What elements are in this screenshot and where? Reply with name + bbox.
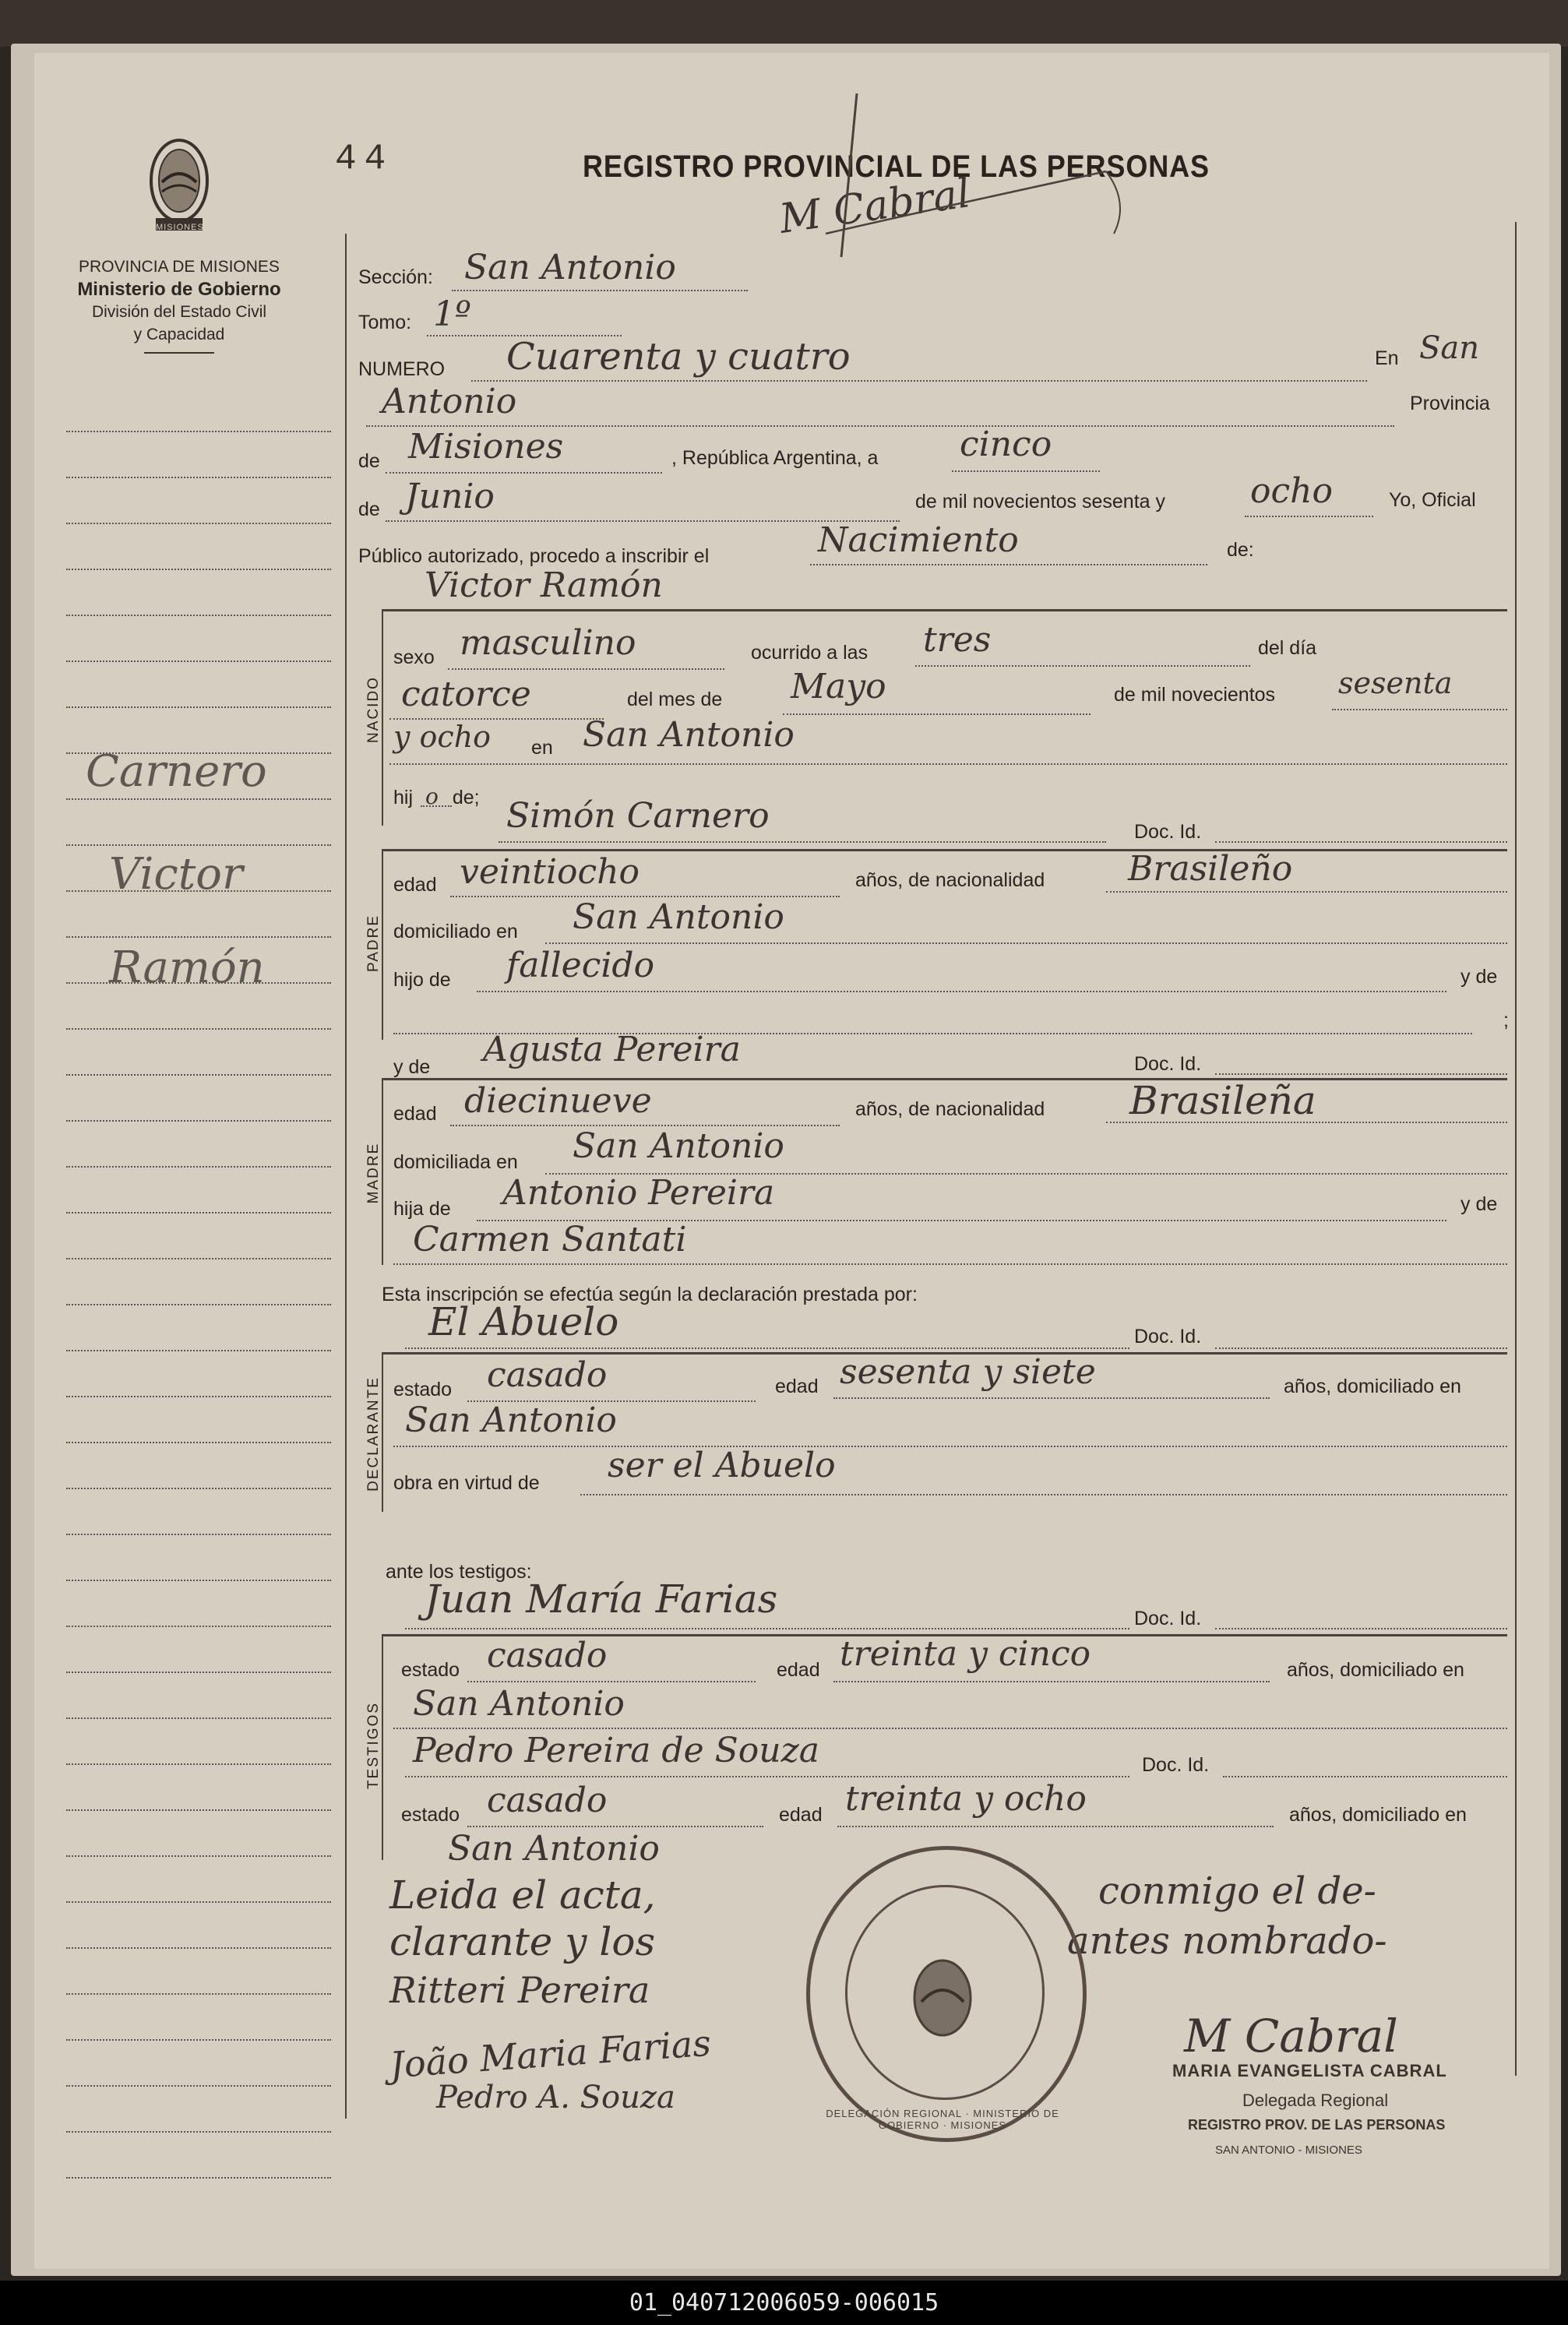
margin-note-surname: Carnero (86, 746, 267, 797)
nacido-section-label: NACIDO (365, 676, 382, 743)
madre-nacionalidad-label: años, de nacionalidad (855, 1098, 1045, 1120)
madre-edad-label: edad (393, 1103, 437, 1125)
form-right-border (1515, 222, 1517, 2076)
hijo-suffix: o (425, 784, 439, 809)
declarante-domicilio-value: San Antonio (405, 1400, 617, 1440)
testigo2-edad-value: treinta y ocho (845, 1779, 1087, 1819)
padre-nacionalidad-label: años, de nacionalidad (855, 869, 1045, 891)
madre-section-label: MADRE (365, 1142, 382, 1204)
officer-place: SAN ANTONIO - MISIONES (1215, 2144, 1362, 2157)
testigo2-estado-value: casado (487, 1781, 608, 1820)
provincia-label: Provincia (1410, 393, 1490, 414)
mes-value: Junio (405, 477, 495, 516)
officer-name: MARIA EVANGELISTA CABRAL (1172, 2061, 1447, 2080)
image-caption: 01_040712006059-006015 (0, 2281, 1568, 2325)
testigo1-domicilio-value: San Antonio (413, 1684, 625, 1724)
mes-nacido-value: Mayo (791, 667, 886, 706)
testigos-intro-label: ante los testigos: (386, 1561, 532, 1583)
padre-hijo-de-value: fallecido (506, 946, 655, 985)
padre-nombre-value: Simón Carnero (506, 796, 770, 836)
seccion-value: San Antonio (464, 248, 676, 287)
declarante-estado-value: casado (487, 1355, 608, 1395)
officer-office: REGISTRO PROV. DE LAS PERSONAS (1188, 2117, 1446, 2133)
padre-doc-label: Doc. Id. (1134, 821, 1202, 843)
oficial-label: Yo, Oficial (1389, 489, 1476, 511)
testigo2-estado-label: estado (401, 1804, 460, 1826)
dia-value: cinco (960, 424, 1052, 464)
testigo2-doc-label: Doc. Id. (1142, 1754, 1210, 1776)
en-label: En (1375, 347, 1399, 369)
testigo1-doc-label: Doc. Id. (1134, 1608, 1202, 1629)
signature-1: Ritteri Pereira (389, 1969, 650, 2011)
madre-doc-label: Doc. Id. (1134, 1053, 1202, 1075)
lugar-nacido-value: San Antonio (583, 715, 795, 755)
declarante-nombre-value: El Abuelo (428, 1299, 619, 1344)
testigos-section-label: TESTIGOS (365, 1701, 382, 1790)
madre-abuela-value: Carmen Santati (413, 1220, 687, 1259)
ocurrido-label: ocurrido a las (751, 642, 869, 664)
testigo1-estado-label: estado (401, 1659, 460, 1681)
margin-note-given-name: Victor (109, 849, 243, 900)
padre-edad-label: edad (393, 874, 437, 896)
top-signature-stroke (810, 78, 1137, 265)
provincia-value: Misiones (408, 427, 564, 467)
hora-value: tres (923, 620, 992, 660)
testigo2-domicilio-label: años, domiciliado en (1289, 1804, 1467, 1826)
republica-label: , República Argentina, a (671, 447, 879, 469)
padre-section-label: PADRE (365, 914, 382, 973)
margin-note-middle-name: Ramón (109, 942, 265, 993)
page-title: REGISTRO PROVINCIAL DE LAS PERSONAS (583, 150, 1210, 184)
en-value-2: Antonio (382, 382, 517, 421)
numero-label: NUMERO (358, 358, 446, 380)
mes-label: de (358, 498, 380, 520)
de-colon-label: de: (1227, 539, 1254, 561)
testigo1-nombre-value: Juan María Farias (425, 1576, 778, 1622)
declarante-domicilio-label: años, domiciliado en (1284, 1376, 1461, 1397)
signature-2: João Maria Farias (388, 2021, 713, 2087)
seal-text: MISIONES (156, 223, 204, 232)
org-block (55, 255, 304, 354)
madre-nacionalidad-value: Brasileña (1129, 1078, 1316, 1123)
signature-3: Pedro A. Souza (436, 2080, 675, 2115)
declarante-section-label: DECLARANTE (365, 1376, 382, 1492)
page-number: 44 (335, 139, 394, 179)
declarante-edad-value: sesenta y siete (840, 1352, 1096, 1392)
tomo-value: 1º (433, 294, 471, 334)
top-signature: M Cabral (777, 170, 974, 243)
anio-label: de mil novecientos sesenta y (915, 491, 1166, 513)
background-top (0, 0, 1568, 47)
padre-semicolon: ; (1503, 1009, 1509, 1031)
padre-hijo-de-label: hijo de (393, 969, 451, 991)
closing-line2: clarante y los (389, 1919, 656, 1964)
closing-line1b: conmigo el de- (1098, 1869, 1376, 1913)
testigo2-edad-label: edad (779, 1804, 823, 1826)
declarante-edad-label: edad (775, 1376, 819, 1397)
publico-label: Público autorizado, procedo a inscribir el (358, 545, 710, 567)
novecientos-label: de mil novecientos (1114, 684, 1276, 706)
nombre-nacido-value: Victor Ramón (425, 565, 663, 605)
testigo2-nombre-value: Pedro Pereira de Souza (413, 1731, 819, 1770)
testigo1-estado-value: casado (487, 1636, 608, 1675)
seccion-label: Sección: (358, 266, 433, 288)
stamp-text: DELEGACIÓN REGIONAL · MINISTERIO DE GOBIERNO · MISIONES (826, 2108, 1059, 2131)
declarante-obra-value: ser el Abuelo (608, 1446, 836, 1485)
org-ministry: Ministerio de Gobierno (77, 279, 281, 300)
padre-y-de-label: y de (1461, 966, 1498, 988)
dia-nacido-value: catorce (401, 675, 531, 714)
madre-domicilio-label: domiciliada en (393, 1151, 518, 1173)
hijo-label-text: hij (393, 787, 414, 808)
madre-domicilio-value: San Antonio (573, 1126, 784, 1166)
madre-hija-de-value: Antonio Pereira (502, 1173, 775, 1213)
anio-nacido-value-2: y ocho (393, 720, 492, 754)
madre-hija-de-label: hija de (393, 1198, 451, 1220)
stamp-emblem-icon (907, 1955, 978, 2041)
declarante-obra-label: obra en virtud de (393, 1472, 540, 1494)
declarante-doc-label: Doc. Id. (1134, 1326, 1202, 1347)
madre-y-de2-label: y de (1461, 1193, 1498, 1215)
anio-nacido-value: sesenta (1338, 666, 1453, 700)
testigo2-domicilio-value: San Antonio (448, 1829, 660, 1869)
madre-nombre-value: Agusta Pereira (483, 1030, 741, 1069)
anio-value: ocho (1250, 471, 1333, 511)
tomo-label: Tomo: (358, 312, 412, 333)
sexo-value: masculino (460, 623, 636, 663)
de-label: de (358, 450, 380, 472)
madre-y-de-label: y de (393, 1056, 431, 1078)
officer-role: Delegada Regional (1242, 2091, 1389, 2110)
padre-domicilio-label: domiciliado en (393, 921, 518, 942)
sexo-label: sexo (393, 646, 435, 668)
testigo1-domicilio-label: años, domiciliado en (1287, 1659, 1464, 1681)
del-mes-label: del mes de (627, 689, 723, 710)
hijo-de-label: de; (452, 787, 480, 808)
org-province: PROVINCIA DE MISIONES (79, 258, 280, 276)
padre-domicilio-value: San Antonio (573, 897, 784, 937)
padre-edad-value: veintiocho (460, 852, 640, 892)
closing-line2b: antes nombrado- (1067, 1919, 1387, 1963)
padre-nacionalidad-value: Brasileño (1128, 849, 1293, 889)
acto-value: Nacimiento (818, 520, 1019, 560)
org-capacity: y Capacidad (133, 326, 225, 343)
en-nacido-label: en (531, 737, 553, 759)
closing-line1: Leida el acta, (389, 1872, 656, 1918)
declarante-intro-label: Esta inscripción se efectúa según la declaración prestada por: (382, 1284, 918, 1305)
org-division: División del Estado Civil (91, 303, 267, 321)
numero-value: Cuarenta y cuatro (506, 335, 851, 379)
officer-signature: M Cabral (1184, 2010, 1398, 2063)
form-left-border (345, 234, 347, 2119)
del-dia-label: del día (1258, 637, 1317, 659)
en-value: San (1419, 330, 1480, 366)
testigo1-edad-label: edad (777, 1659, 820, 1681)
testigo1-edad-value: treinta y cinco (840, 1634, 1091, 1674)
madre-edad-value: diecinueve (464, 1081, 652, 1121)
declarante-estado-label: estado (393, 1379, 453, 1400)
